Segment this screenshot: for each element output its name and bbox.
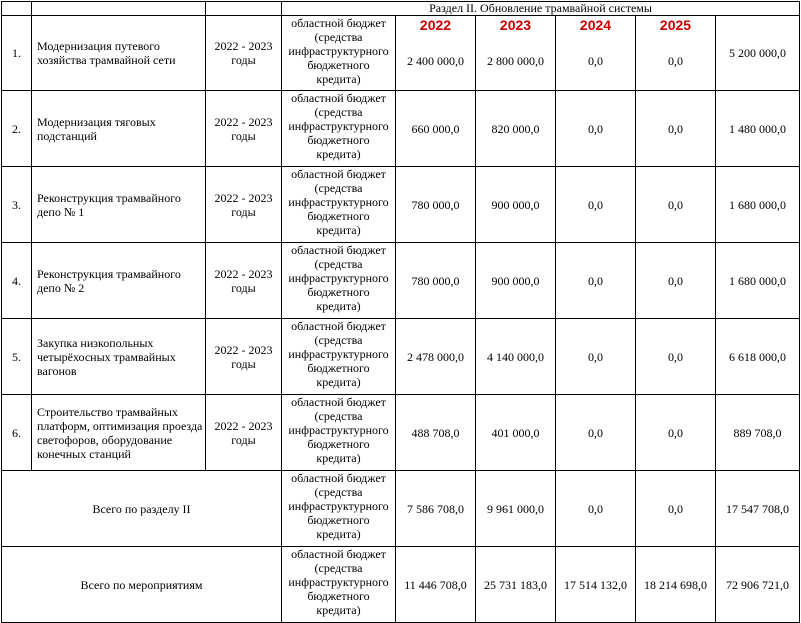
year-2025-header: 2025 (659, 17, 692, 33)
event-name: Закупка низкопольных четырёхосных трамвайных вагонов (32, 319, 206, 395)
value-2023: 4 140 000,0 (476, 319, 556, 395)
section-total-label: Всего по разделу II (2, 471, 282, 547)
value-2024: 0,0 (556, 395, 636, 471)
value-2022: 660 000,0 (396, 91, 476, 167)
value-2025: 0,0 (668, 54, 683, 68)
funding-source: областной бюджет (средства инфраструктурного бюджетного кредита) (282, 16, 396, 91)
table-row (2, 243, 800, 319)
table-row (2, 395, 800, 471)
period: 2022 - 2023 годы (206, 319, 282, 395)
year-2024-header: 2024 (579, 17, 612, 33)
period: 2022 - 2023 годы (206, 395, 282, 471)
value-total: 889 708,0 (716, 395, 800, 471)
value-total: 17 547 708,0 (716, 471, 800, 547)
value-2023: 900 000,0 (476, 167, 556, 243)
period: 2022 - 2023 годы (206, 16, 282, 91)
value-2023: 900 000,0 (476, 243, 556, 319)
table-row (2, 319, 800, 395)
value-2024: 17 514 132,0 (556, 547, 636, 623)
value-2022: 488 708,0 (396, 395, 476, 471)
value-2022: 2 400 000,0 (407, 54, 464, 68)
value-total: 6 618 000,0 (716, 319, 800, 395)
event-name: Модернизация путевого хозяйства трамвайной сети (32, 16, 206, 91)
funding-source: областной бюджет (средства инфраструктурного бюджетного кредита) (282, 243, 396, 319)
row-number: 3. (2, 167, 32, 243)
row-number: 4. (2, 243, 32, 319)
section-title: Раздел II. Обновление трамвайной системы (282, 2, 800, 16)
event-name: Модернизация тяговых подстанций (32, 91, 206, 167)
value-2025: 0,0 (636, 243, 716, 319)
value-2024: 0,0 (556, 319, 636, 395)
value-2024: 0,0 (556, 91, 636, 167)
value-2025: 0,0 (636, 319, 716, 395)
event-name: Реконструкция трамвайного депо № 1 (32, 167, 206, 243)
period: 2022 - 2023 годы (206, 243, 282, 319)
table-row (2, 16, 800, 91)
value-2024: 0,0 (556, 243, 636, 319)
section-total-row (2, 471, 800, 547)
period: 2022 - 2023 годы (206, 91, 282, 167)
value-2023: 9 961 000,0 (476, 471, 556, 547)
value-2023: 25 731 183,0 (476, 547, 556, 623)
row-number: 1. (2, 16, 32, 91)
value-total: 72 906 721,0 (716, 547, 800, 623)
table-row (2, 167, 800, 243)
row-number: 6. (2, 395, 32, 471)
value-2024: 0,0 (556, 167, 636, 243)
funding-source: областной бюджет (средства инфраструктурного бюджетного кредита) (282, 395, 396, 471)
period: 2022 - 2023 годы (206, 167, 282, 243)
value-2025: 0,0 (636, 91, 716, 167)
program-table (1, 1, 800, 623)
value-2022: 7 586 708,0 (396, 471, 476, 547)
funding-source: областной бюджет (средства инфраструктурного бюджетного кредита) (282, 547, 396, 623)
year-2023-header: 2023 (499, 17, 532, 33)
funding-source: областной бюджет (средства инфраструктурного бюджетного кредита) (282, 167, 396, 243)
value-2025: 0,0 (636, 471, 716, 547)
value-2023: 401 000,0 (476, 395, 556, 471)
value-2025: 0,0 (636, 167, 716, 243)
year-2022-header: 2022 (419, 17, 452, 33)
value-total: 1 480 000,0 (716, 91, 800, 167)
value-2024: 0,0 (556, 471, 636, 547)
funding-source: областной бюджет (средства инфраструктурного бюджетного кредита) (282, 471, 396, 547)
value-2025: 18 214 698,0 (636, 547, 716, 623)
row-number: 2. (2, 91, 32, 167)
value-2022: 780 000,0 (396, 243, 476, 319)
event-name: Реконструкция трамвайного депо № 2 (32, 243, 206, 319)
value-total: 5 200 000,0 (716, 16, 800, 91)
value-2025: 0,0 (636, 395, 716, 471)
event-name: Строительство трамвайных платформ, оптимизация проезда светофоров, оборудование конечных станций (32, 395, 206, 471)
value-2022: 780 000,0 (396, 167, 476, 243)
value-total: 1 680 000,0 (716, 167, 800, 243)
row-number: 5. (2, 319, 32, 395)
value-total: 1 680 000,0 (716, 243, 800, 319)
value-2022: 11 446 708,0 (396, 547, 476, 623)
table-row (2, 91, 800, 167)
funding-source: областной бюджет (средства инфраструктурного бюджетного кредита) (282, 319, 396, 395)
value-2023: 2 800 000,0 (487, 54, 544, 68)
value-2023: 820 000,0 (476, 91, 556, 167)
value-2022: 2 478 000,0 (396, 319, 476, 395)
funding-source: областной бюджет (средства инфраструктурного бюджетного кредита) (282, 91, 396, 167)
grand-total-label: Всего по мероприятиям (2, 547, 282, 623)
grand-total-row (2, 547, 800, 623)
value-2024: 0,0 (588, 54, 603, 68)
